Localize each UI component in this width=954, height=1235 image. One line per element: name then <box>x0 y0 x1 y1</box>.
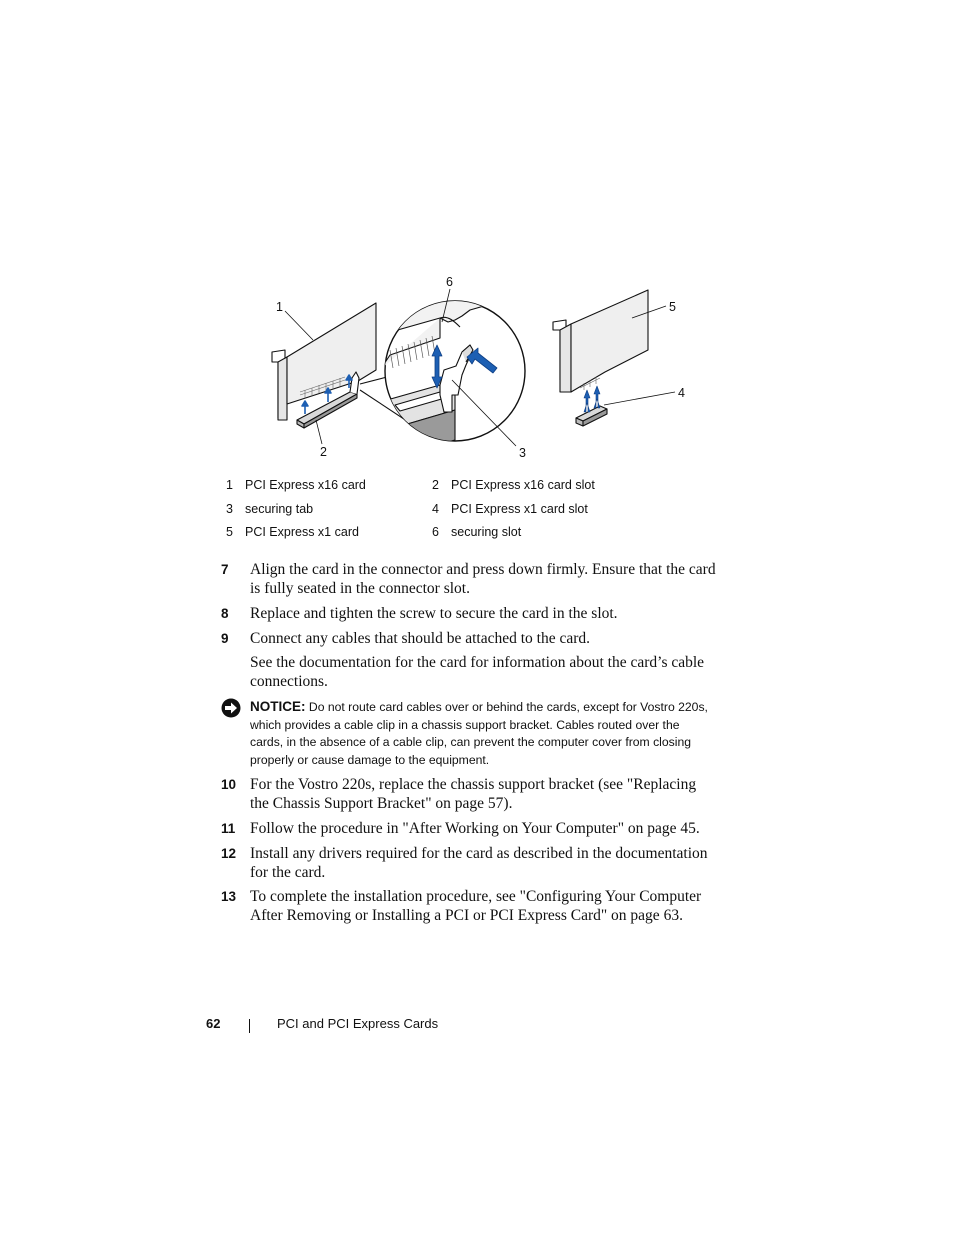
step-number: 10 <box>221 777 237 792</box>
legend-label: PCI Express x1 card slot <box>451 502 588 516</box>
card-installation-illustration <box>0 0 954 470</box>
step-7 <box>221 560 716 598</box>
legend-label: PCI Express x1 card <box>245 525 359 539</box>
callout-6: 6 <box>446 275 453 289</box>
step-9 <box>221 629 716 648</box>
step-text: Replace and tighten the screw to secure the card in the slot. <box>250 605 618 622</box>
step-text: Connect any cables that should be attached to the card. <box>250 630 591 647</box>
page-number: 62 <box>206 1016 221 1031</box>
callout-1: 1 <box>276 300 283 314</box>
callout-5: 5 <box>669 300 676 314</box>
step-8 <box>221 604 716 623</box>
step-text: For the Vostro 220s, replace the chassis support bracket (see "Replacing the Chassis Support Bracket" on page 57). <box>250 776 697 812</box>
step-number: 8 <box>221 606 229 621</box>
step-number: 11 <box>221 821 236 836</box>
footer-section-title: PCI and PCI Express Cards <box>277 1016 439 1031</box>
step-9-note: See the documentation for the card for information about the card’s cable connections. <box>250 654 705 690</box>
step-number: 7 <box>221 562 229 577</box>
callout-2: 2 <box>320 445 327 459</box>
step-number: 12 <box>221 846 237 861</box>
step-number: 9 <box>221 631 229 646</box>
legend-label: PCI Express x16 card <box>245 478 366 492</box>
step-number: 13 <box>221 889 237 904</box>
legend-label: PCI Express x16 card slot <box>451 478 595 492</box>
legend-label: securing tab <box>245 502 314 516</box>
legend-num: 3 <box>226 502 233 516</box>
x16-card-bracket <box>272 350 287 420</box>
legend-num: 4 <box>432 502 439 516</box>
step-12 <box>221 844 716 882</box>
callout-3: 3 <box>519 446 526 460</box>
notice-body: Do not route card cables over or behind the cards, except for Vostro 220s, which provides a cable clip in a chassis support bracket. Cables routed over the cards, in the absence of a cable clip, can prevent the computer cover from closing properly or cause damage to the equipment. <box>250 700 708 767</box>
step-text: To complete the installation procedure, see "Configuring Your Computer After Removing or Installing a PCI or PCI Express Card" on page 63. <box>250 888 702 924</box>
step-text: Follow the procedure in "After Working on Your Computer" on page 45. <box>250 820 700 837</box>
step-10 <box>221 775 716 813</box>
legend-label: securing slot <box>451 525 522 539</box>
notice-box <box>221 698 716 769</box>
legend-num: 2 <box>432 478 439 492</box>
legend-num: 1 <box>226 478 233 492</box>
legend-num: 5 <box>226 525 233 539</box>
notice-arrow-icon <box>221 698 241 718</box>
step-text: Align the card in the connector and press down firmly. Ensure that the card is fully seated in the connector slot. <box>250 561 716 597</box>
notice-text <box>250 698 716 769</box>
x1-card <box>553 290 648 426</box>
callout-4: 4 <box>678 386 685 400</box>
footer-separator <box>249 1019 250 1033</box>
legend-num: 6 <box>432 525 439 539</box>
notice-heading: NOTICE: <box>250 699 306 714</box>
step-text: Install any drivers required for the card as described in the documentation for the card. <box>250 845 708 881</box>
x16-card-board <box>287 303 376 404</box>
magnified-detail <box>380 250 540 460</box>
step-11 <box>221 819 716 838</box>
step-13 <box>221 887 716 925</box>
